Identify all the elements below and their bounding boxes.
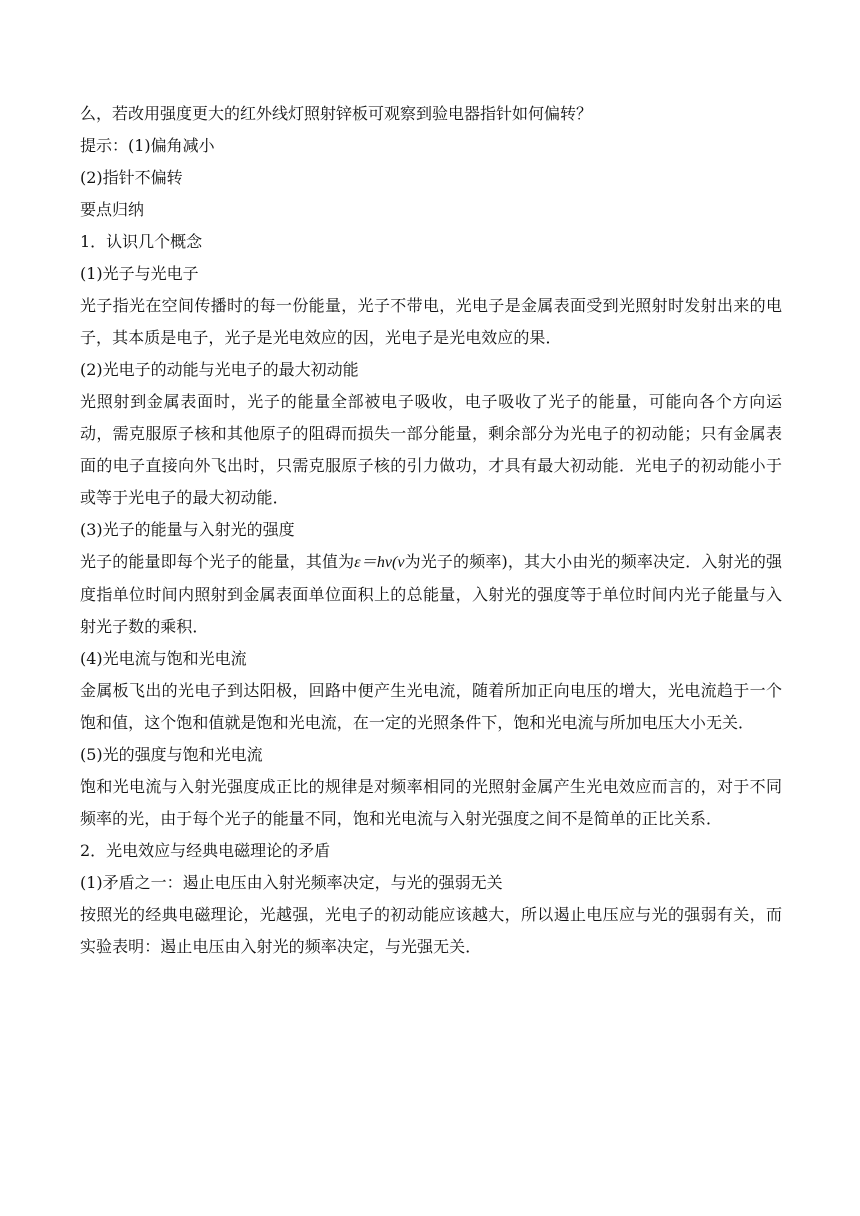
subsection-heading: (3)光子的能量与入射光的强度 [80,520,295,539]
document-page [80,98,782,963]
section-heading: 要点归纳 [80,200,145,219]
energy-formula: ε＝hν( [354,554,398,571]
paragraph-text: 光子的能量即每个光子的能量，其值为 [80,552,355,571]
paragraph: 光照射到金属表面时，光子的能量全部被电子吸收，电子吸收了光子的能量，可能向各个方向运动，需克服原子核和其他原子的阻碍而损失一部分能量，剩余部分为光电子的初动能；只有金属表面的电子直接向外飞出时，只需克服原子核的引力做功，才具有最大初动能．光电子的初动能小于或等于光电子的最大初动能． [80,392,782,507]
section-heading: 1．认识几个概念 [80,232,203,251]
frequency-symbol: ν [397,554,405,571]
hint-line: 提示：(1)偏角减小 [80,136,215,155]
paragraph-text: 为光子的频率)，其大小由光的频率决定．入射光的强度指单位时间内照射到金属表面单位面积上的总能量，入射光的强度等于单位时间内光子能量与入射光子数的乘积． [80,552,783,636]
text-line: 么，若改用强度更大的红外线灯照射锌板可观察到验电器指针如何偏转？ [80,104,593,123]
subsection-heading: (5)光的强度与饱和光电流 [80,745,263,764]
section-heading: 2．光电效应与经典电磁理论的矛盾 [80,841,331,860]
subsection-heading: (1)光子与光电子 [80,264,199,283]
paragraph: 金属板飞出的光电子到达阳极，回路中便产生光电流，随着所加正向电压的增大，光电流趋于一个饱和值，这个饱和值就是饱和光电流，在一定的光照条件下，饱和光电流与所加电压大小无关． [80,681,782,732]
paragraph: 光子指光在空间传播时的每一份能量，光子不带电，光电子是金属表面受到光照射时发射出来的电子，其本质是电子，光子是光电效应的因，光电子是光电效应的果． [80,296,782,347]
subsection-heading: (2)光电子的动能与光电子的最大初动能 [80,360,359,379]
paragraph [80,546,782,643]
paragraph: 按照光的经典电磁理论，光越强，光电子的初动能应该越大，所以遏止电压应与光的强弱有关，而实验表明：遏止电压由入射光的频率决定，与光强无关． [80,905,782,956]
subsection-heading: (4)光电流与饱和光电流 [80,649,247,668]
subsection-heading: (1)矛盾之一：遏止电压由入射光频率决定，与光的强弱无关 [80,873,503,892]
hint-line: (2)指针不偏转 [80,168,183,187]
paragraph: 饱和光电流与入射光强度成正比的规律是对频率相同的光照射金属产生光电效应而言的，对于不同频率的光，由于每个光子的能量不同，饱和光电流与入射光强度之间不是简单的正比关系． [80,777,782,828]
